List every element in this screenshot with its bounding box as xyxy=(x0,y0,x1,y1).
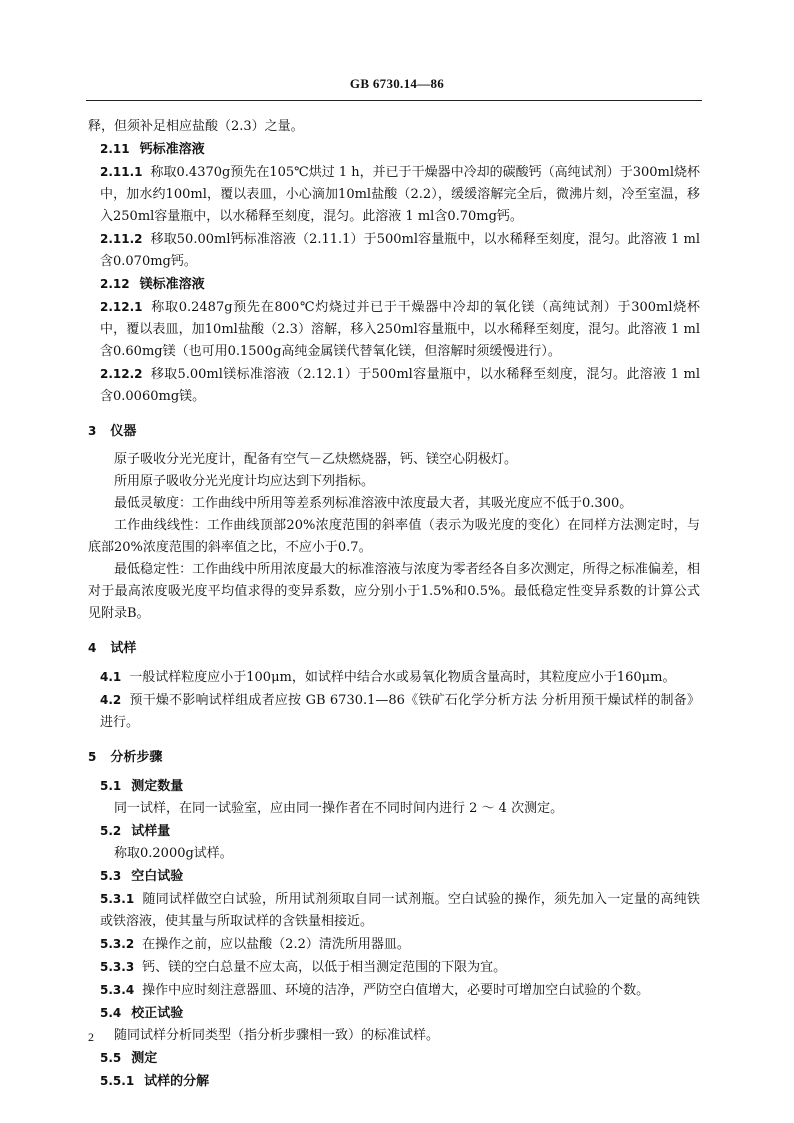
section-title: 测定 xyxy=(131,1051,158,1066)
section-title: 试样 xyxy=(110,641,137,656)
section-title: 校正试验 xyxy=(131,1006,184,1021)
clause-2-12-1 xyxy=(88,296,700,363)
clause-text: 移取5.00ml镁标准溶液（2.12.1）于500ml容量瓶中，以水稀释至刻度，混匀。此溶液 1 ml含0.0060mg镁。 xyxy=(100,367,700,404)
clause-5-3-2 xyxy=(88,933,700,956)
paragraph: 原子吸收分光光度计，配备有空气－乙炔燃烧器，钙、镁空心阴极灯。 xyxy=(114,452,518,467)
clause-text: 称取0.4370g预先在105℃烘过 1 h，并已于干燥器中冷却的碳酸钙（高纯试剂）于300ml烧杯中，加水约100ml，覆以表皿，小心滴加10ml盐酸（2.2），缓缓溶解完全后，微沸片刻，冷至室温，移入250ml容量瓶中，以水稀释至刻度，混匀。此溶液 1 ml含0.70mg钙。 xyxy=(100,165,700,224)
section-title: 空白试验 xyxy=(131,869,184,884)
clause-text: 钙、镁的空白总量不应太高，以低于相当测定范围的下限为宜。 xyxy=(142,960,507,975)
clause-text: 一般试样粒度应小于100μm，如试样中结合水或易氧化物质含量高时，其粒度应小于160μm。 xyxy=(129,670,676,685)
clause-text: 预干燥不影响试样组成者应按 GB 6730.1—86《铁矿石化学分析方法 分析用预干燥试样的制备》进行。 xyxy=(100,693,700,730)
clause-number: 5.3.3 xyxy=(100,960,135,974)
subsection-heading xyxy=(88,1002,700,1025)
clause-number: 5.3.4 xyxy=(100,983,135,997)
document-header: GB 6730.14—86 xyxy=(349,76,445,91)
section-number: 5.2 xyxy=(100,824,122,838)
section-number: 5.1 xyxy=(100,779,122,793)
paragraph: 释，但须补足相应盐酸（2.3）之量。 xyxy=(88,119,304,134)
clause-2-12-2 xyxy=(88,363,700,408)
section-number: 5.4 xyxy=(100,1006,122,1020)
page-number: 2 xyxy=(88,1030,94,1044)
paragraph: 最低稳定性：工作曲线中所用浓度最大的标准溶液与浓度为零者经各自多次测定，所得之标准偏差，相对于最高浓度吸光度平均值求得的变异系数，应分别小于1.5%和0.5%。最低稳定性变异系数的计算公式见附录B。 xyxy=(88,562,700,621)
section-number: 5.5 xyxy=(100,1051,122,1065)
subsection-heading xyxy=(88,1047,700,1070)
clause-number: 4.1 xyxy=(100,670,122,684)
clause-number: 4.2 xyxy=(100,693,122,707)
paragraph: 最低灵敏度：工作曲线中所用等差系列标准溶液中浓度最大者，其吸光度应不低于0.300。 xyxy=(114,496,633,511)
clause-text: 在操作之前，应以盐酸（2.2）清洗所用器皿。 xyxy=(142,937,410,952)
section-number: 3 xyxy=(88,424,97,438)
clause-text: 称取0.2487g预先在800℃灼烧过并已于干燥器中冷却的氧化镁（高纯试剂）于300ml烧杯中，覆以表皿，加10ml盐酸（2.3）溶解，移入250ml容量瓶中，以水稀释至刻度，混匀。此溶液 1 ml含0.60mg镁（也可用0.1500g高纯金属镁代替氧化镁，但溶解时须缓慢进行）。 xyxy=(100,300,700,359)
clause-5-3-3 xyxy=(88,956,700,979)
subsection-heading xyxy=(88,820,700,843)
section-title: 钙标准溶液 xyxy=(139,142,205,157)
section-number: 5.3 xyxy=(100,869,122,883)
section-heading xyxy=(88,746,700,769)
paragraph: 所用原子吸收分光光度计均应达到下列指标。 xyxy=(114,474,375,489)
section-heading xyxy=(88,637,700,660)
subsection-heading xyxy=(88,138,700,161)
clause-number: 2.11.1 xyxy=(100,165,143,179)
subsection-heading xyxy=(88,273,700,296)
section-title: 试样量 xyxy=(131,824,171,839)
clause-number: 5.3.1 xyxy=(100,892,135,906)
document-body xyxy=(88,116,700,1093)
paragraph: 称取0.2000g试样。 xyxy=(114,846,233,861)
section-title: 测定数量 xyxy=(131,779,184,794)
clause-text: 移取50.00ml钙标准溶液（2.11.1）于500ml容量瓶中，以水稀释至刻度，混匀。此溶液 1 ml含0.070mg钙。 xyxy=(100,232,700,269)
section-number: 2.12 xyxy=(100,277,130,291)
clause-5-3-4 xyxy=(88,979,700,1002)
section-title: 镁标准溶液 xyxy=(139,277,205,292)
clause-5-3-1 xyxy=(88,888,700,933)
section-number: 2.11 xyxy=(100,142,130,156)
header-rule xyxy=(86,100,702,101)
section-number: 4 xyxy=(88,641,97,655)
clause-text: 随同试样做空白试验，所用试剂须取自同一试剂瓶。空白试验的操作，须先加入一定量的高纯铁或铁溶液，使其量与所取试样的含铁量相接近。 xyxy=(100,892,700,929)
subsection-heading xyxy=(88,865,700,888)
section-title: 分析步骤 xyxy=(110,750,163,765)
section-title: 试样的分解 xyxy=(144,1074,210,1089)
section-heading xyxy=(88,420,700,443)
section-title: 仪器 xyxy=(110,424,137,439)
section-number: 5.5.1 xyxy=(100,1074,135,1088)
paragraph: 同一试样，在同一试验室，应由同一操作者在不同时间内进行 2 ～ 4 次测定。 xyxy=(114,801,564,816)
subsection-heading xyxy=(88,1070,700,1093)
clause-2-11-2 xyxy=(88,228,700,273)
clause-4-1 xyxy=(88,666,700,689)
clause-number: 2.12.2 xyxy=(100,367,143,381)
paragraph: 随同试样分析同类型（指分析步骤相一致）的标准试样。 xyxy=(114,1028,440,1043)
paragraph: 工作曲线线性：工作曲线顶部20%浓度范围的斜率值（表示为吸光度的变化）在同样方法测定时，与底部20%浓度范围的斜率值之比，不应小于0.7。 xyxy=(88,518,700,555)
clause-2-11-1 xyxy=(88,161,700,228)
clause-text: 操作中应时刻注意器皿、环境的洁净，严防空白值增大，必要时可增加空白试验的个数。 xyxy=(142,983,650,998)
clause-number: 2.11.2 xyxy=(100,232,143,246)
subsection-heading xyxy=(88,775,700,798)
clause-number: 5.3.2 xyxy=(100,937,135,951)
section-number: 5 xyxy=(88,750,97,764)
clause-number: 2.12.1 xyxy=(100,300,143,314)
clause-4-2 xyxy=(88,689,700,734)
